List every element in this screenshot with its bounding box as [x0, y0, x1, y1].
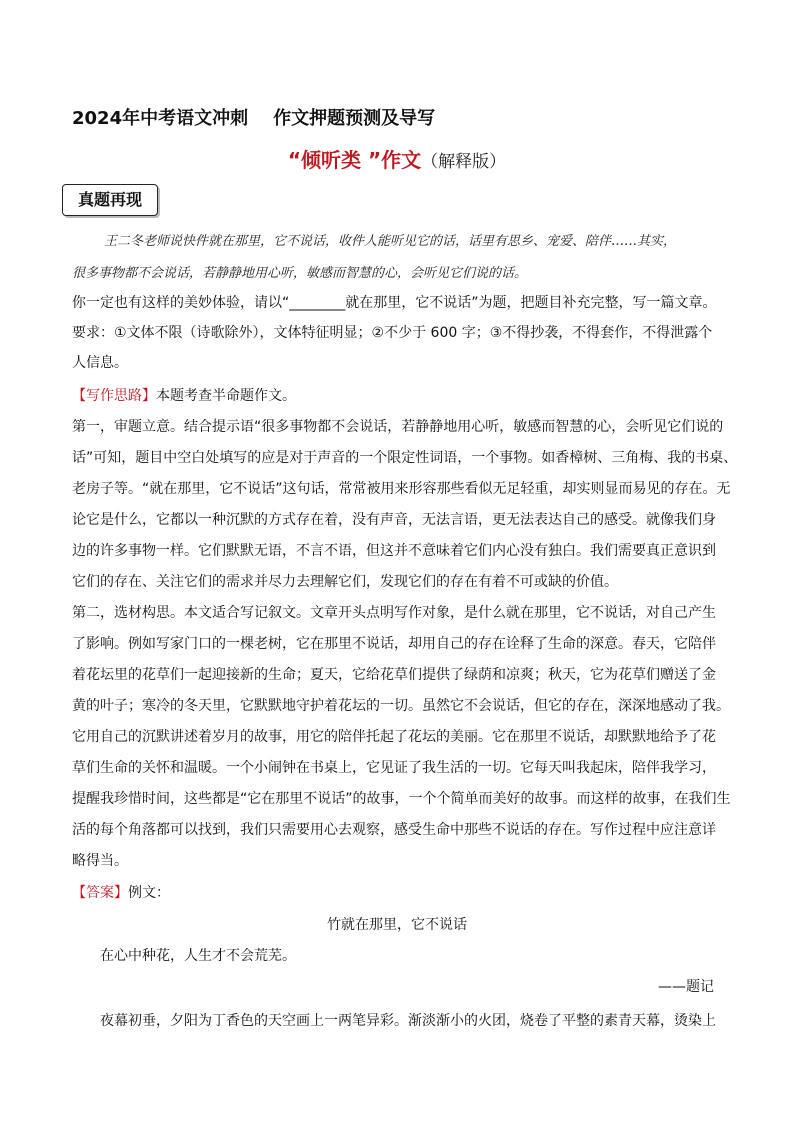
prompt-line: 要求：①文体不限（诗歌除外），文体特征明显；②不少于 600 字；③不得抄袭，不得套作，不得泄露个 [72, 325, 713, 341]
body-line: 了影响。例如写家门口的一棵老树，它在那里不说话，却用自己的存在诠释了生命的深意。春天，它陪伴 [72, 636, 716, 652]
quote-line: 很多事物都不会说话，若静静地用心听，敏感而智慧的心，会听见它们说的话。 [72, 266, 528, 281]
body-line: 第二，选材构思。本文适合写记叙文。文章开头点明写作对象，是什么就在那里，它不说话，对自己产生 [72, 605, 716, 621]
body-line: 老房子等。“就在那里，它不说话”这句话，常常被用来形容那些看似无足轻重，却实则显而易见的存在。无 [72, 481, 731, 497]
prompt-line: 你一定也有这样的美妙体验，请以“________就在那里，它不说话”为题，把题目补充完整，写一篇文章。 [72, 295, 717, 311]
thinking-paragraph [72, 385, 296, 405]
essay-first-line: 夜幕初垂，夕阳为丁香色的天空画上一两笔异彩。渐淡渐小的火团，烧卷了平整的素青天幕，烫染上 [100, 1013, 716, 1029]
body-line: 草们生命的关怀和温暖。一个小闹钟在书桌上，它见证了我生活的一切。它每天叫我起床，陪伴我学习， [72, 760, 716, 776]
body-line: 活的每个角落都可以找到，我们只需要用心去观察，感受生命中那些不说话的存在。写作过程中应注意详 [72, 822, 716, 838]
body-line: 着花坛里的花草们一起迎接新的生命；夏天，它给花草们提供了绿荫和凉爽；秋天，它为花草们赠送了金 [72, 667, 716, 683]
epigraph-source: ——题记 [658, 979, 714, 995]
body-line: 边的许多事物一样。它们默默无语，不言不语，但这并不意味着它们内心没有独白。我们需要真正意识到 [72, 543, 716, 559]
body-line: 它用自己的沉默讲述着岁月的故事，用它的陪伴托起了花坛的美丽。它在那里不说话，却默默地给予了花 [72, 729, 716, 745]
prompt-line: 人信息。 [72, 355, 128, 371]
subtitle-note: （解释版） [421, 152, 507, 172]
body-line: 略得当。 [72, 853, 128, 869]
document-title: 2024年中考语文冲刺 作文押题预测及导写 [72, 108, 436, 129]
body-line: 它们的存在、关注它们的需求并尽力去理解它们，发现它们的存在有着不可或缺的价值。 [72, 574, 618, 590]
quote-line: 王二冬老师说快件就在那里，它不说话，收件人能听见它的话，话里有思乡、宠爱、陪伴……其实， [104, 234, 677, 249]
answer-paragraph [72, 882, 170, 902]
answer-label: 【答案】 [72, 885, 128, 901]
thinking-text: 本题考查半命题作文。 [156, 388, 296, 404]
body-line: 提醒我珍惜时间，这些都是“它在那里不说话”的故事，一个个简单而美好的故事。而这样的故事，在我们生 [72, 791, 731, 807]
body-line: 黄的叶子；寒冷的冬天里，它默默地守护着花坛的一切。虽然它不会说话，但它的存在，深深地感动了我。 [72, 698, 730, 714]
answer-text: 例文： [128, 885, 170, 901]
subtitle-main: “倾听类 ”作文 [287, 148, 422, 172]
essay-epigraph: 在心中种花，人生才不会荒芜。 [100, 948, 296, 964]
body-line: 论它是什么，它都以一种沉默的方式存在着，没有声音，无法言语，更无法表达自己的感受。就像我们身 [72, 512, 716, 528]
section-label-box: 真题再现 [62, 184, 158, 216]
document-subtitle [0, 144, 794, 173]
body-line: 话”可知，题目中空白处填写的应是对于声音的一个限定性词语，一个事物。如香樟树、三角梅、我的书桌、 [72, 450, 738, 466]
body-line: 第一，审题立意。结合提示语“很多事物都不会说话，若静静地用心听，敏感而智慧的心，会听见它们说的 [72, 419, 724, 435]
essay-title: 竹就在那里，它不说话 [327, 917, 467, 933]
thinking-label: 【写作思路】 [72, 388, 156, 404]
